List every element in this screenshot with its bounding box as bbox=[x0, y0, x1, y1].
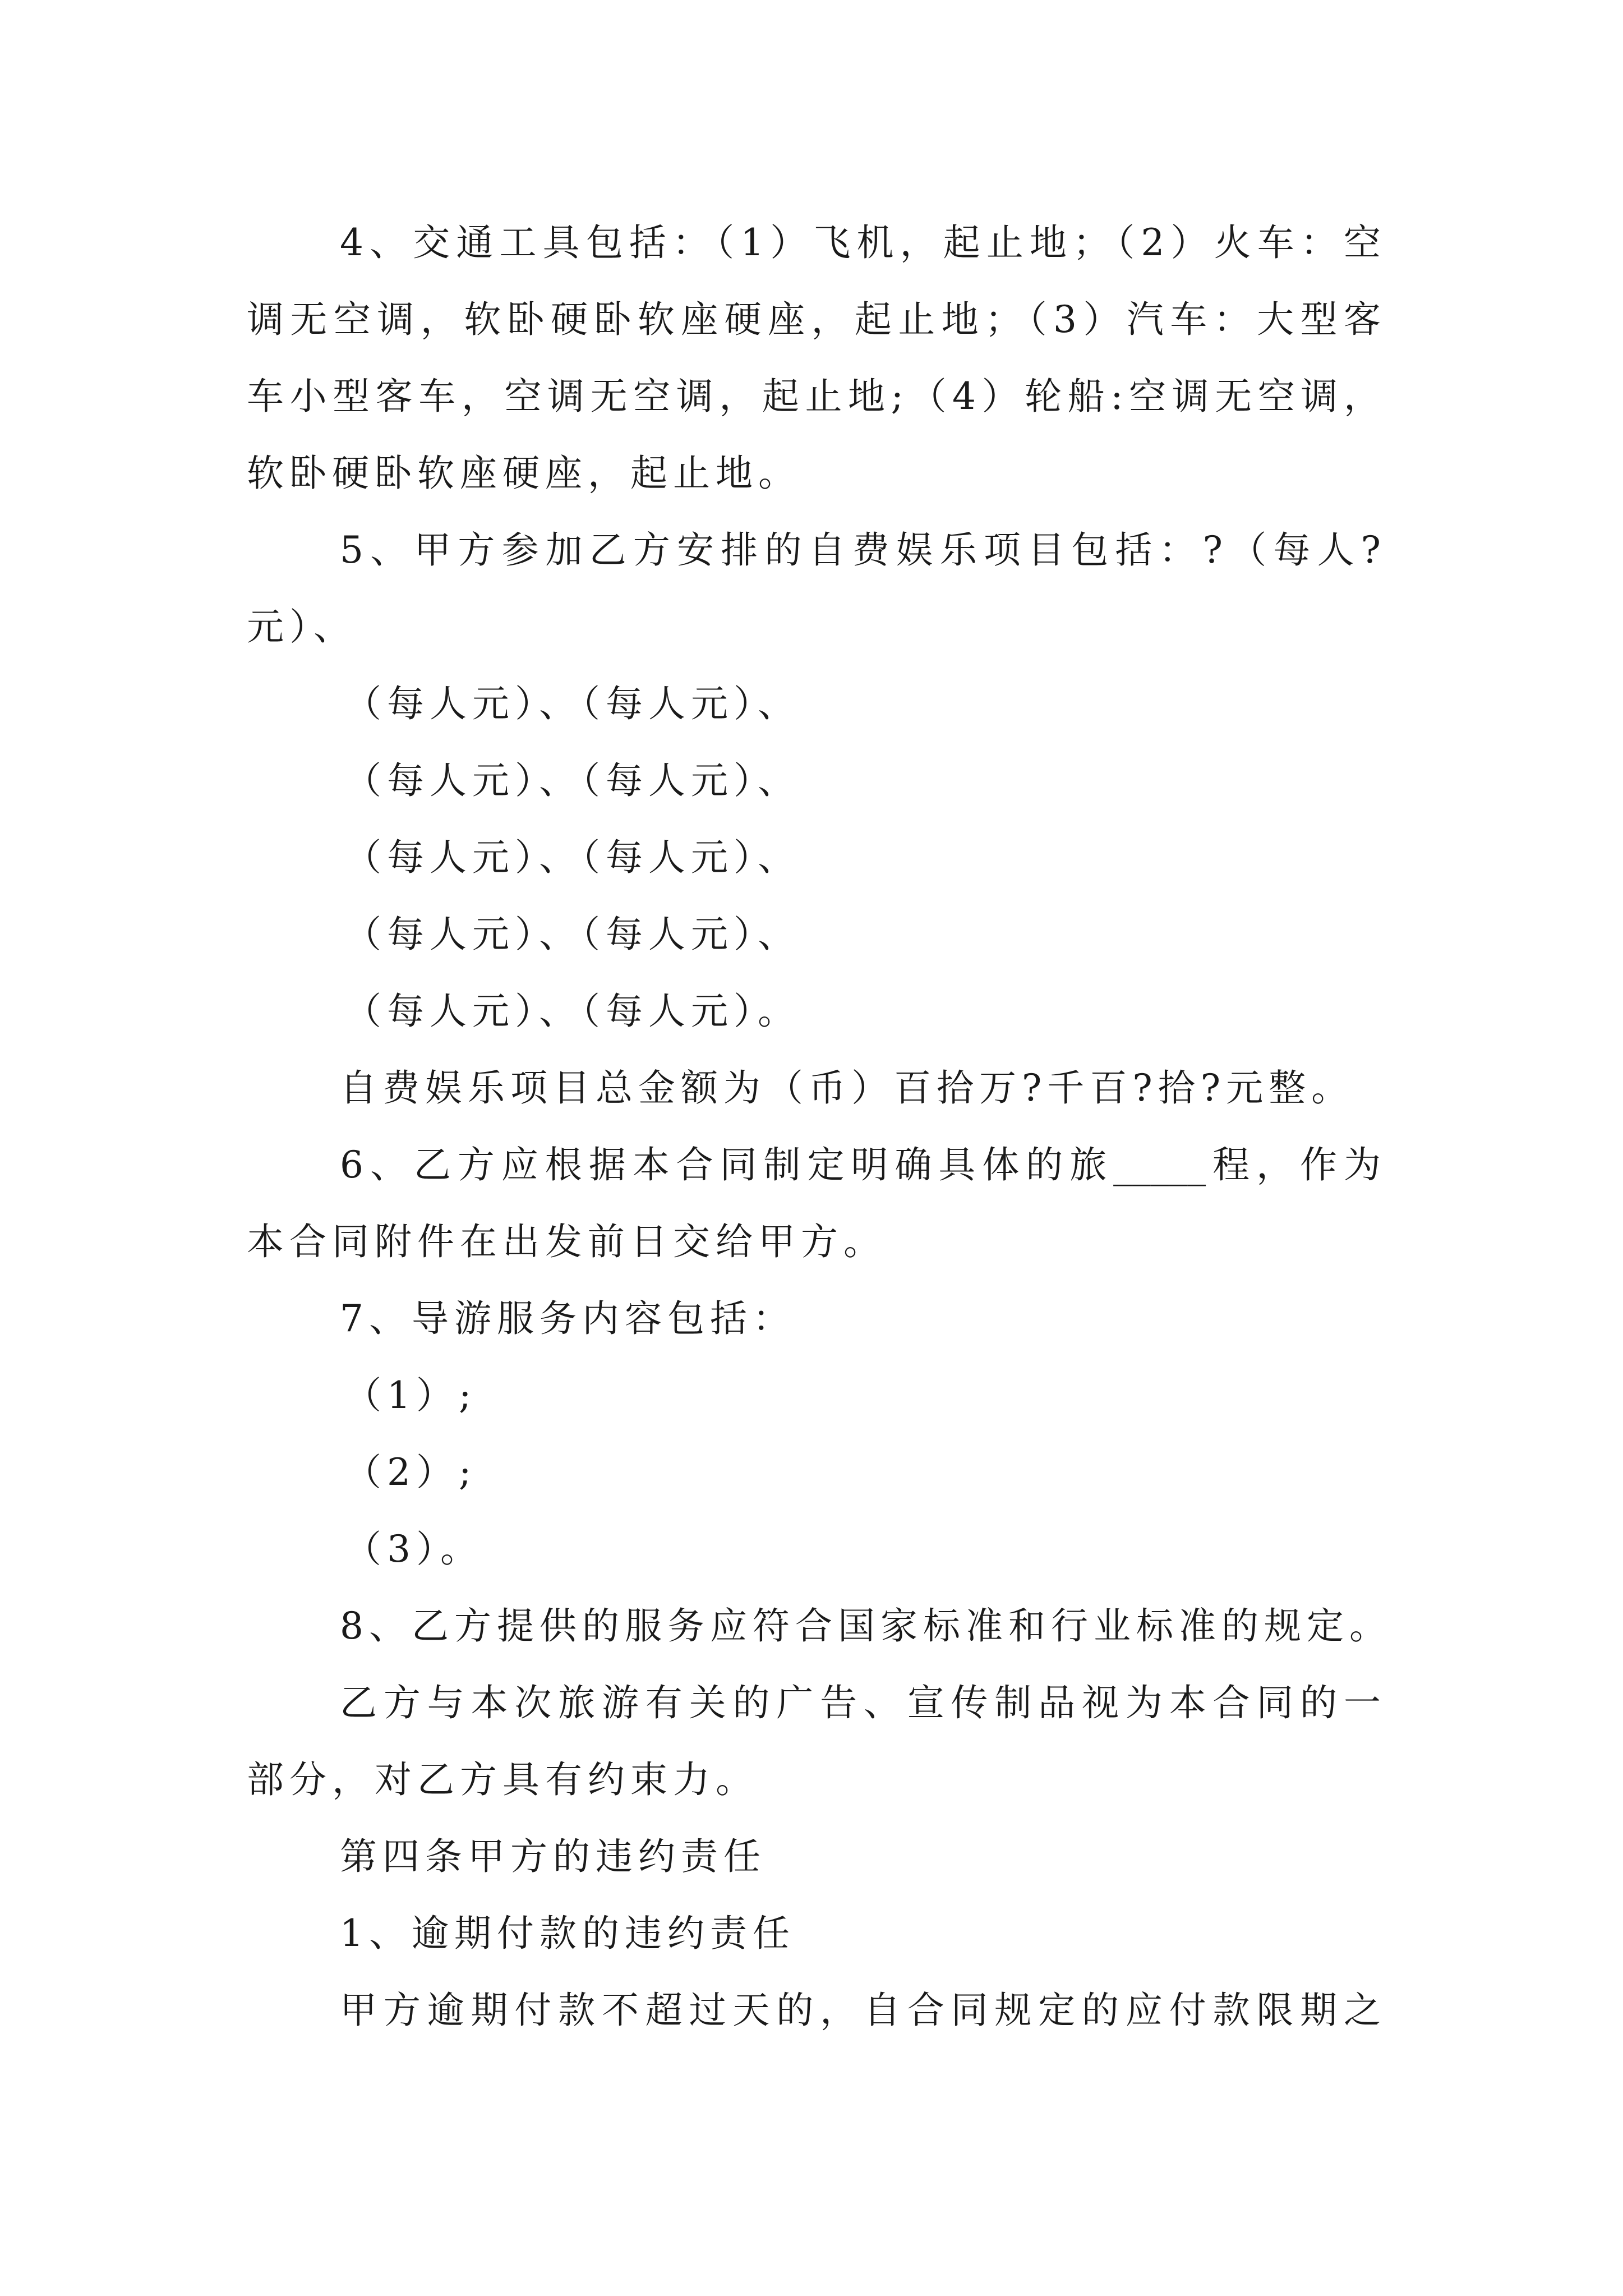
fee-item-line-5: （每人元）、（每人元）。 bbox=[344, 990, 800, 1033]
fee-item-line-2: （每人元）、（每人元）、 bbox=[344, 759, 800, 802]
paragraph-4-line-2: 调无空调，软卧硬卧软座硬座，起止地；（3）汽车：大型客 bbox=[247, 298, 1381, 341]
guide-service-item-1: （1）; bbox=[344, 1374, 477, 1417]
paragraph-7-line-1: 7、导游服务内容包括： bbox=[340, 1297, 795, 1340]
paragraph-8-line-1: 8、乙方提供的服务应符合国家标准和行业标准的规定。 bbox=[340, 1604, 1392, 1648]
fee-total-line: 自费娱乐项目总金额为（币）百拾万?千百?拾?元整。 bbox=[340, 1066, 1354, 1110]
guide-service-item-2: （2）; bbox=[344, 1451, 477, 1494]
late-payment-line-1: 甲方逾期付款不超过天的，自合同规定的应付款限期之 bbox=[340, 1989, 1381, 2032]
guide-service-item-3: （3）。 bbox=[344, 1527, 483, 1571]
paragraph-4-line-4: 软卧硬卧软座硬座，起止地。 bbox=[247, 452, 801, 495]
paragraph-5-line-2: 元）、 bbox=[247, 605, 356, 648]
paragraph-6-line-2: 本合同附件在出发前日交给甲方。 bbox=[247, 1220, 886, 1263]
paragraph-8b-line-1: 乙方与本次旅游有关的广告、宣传制品视为本合同的一 bbox=[340, 1681, 1381, 1724]
fee-item-line-4: （每人元）、（每人元）、 bbox=[344, 913, 800, 956]
paragraph-4-line-1: 4、交通工具包括：（1）飞机，起止地；（2）火车：空 bbox=[340, 221, 1381, 264]
paragraph-5-line-1: 5、甲方参加乙方安排的自费娱乐项目包括：?（每人? bbox=[340, 528, 1381, 572]
late-payment-heading: 1、逾期付款的违约责任 bbox=[340, 1912, 795, 1955]
paragraph-8b-line-2: 部分，对乙方具有约束力。 bbox=[247, 1758, 758, 1801]
paragraph-4-line-3: 车小型客车，空调无空调，起止地;（4）轮船:空调无空调， bbox=[247, 375, 1381, 418]
article-4-heading: 第四条甲方的违约责任 bbox=[340, 1835, 766, 1878]
fee-item-line-3: （每人元）、（每人元）、 bbox=[344, 836, 800, 879]
paragraph-6-line-1: 6、乙方应根据本合同制定明确具体的旅_____程，作为 bbox=[340, 1143, 1381, 1186]
fee-item-line-1: （每人元）、（每人元）、 bbox=[344, 682, 800, 725]
